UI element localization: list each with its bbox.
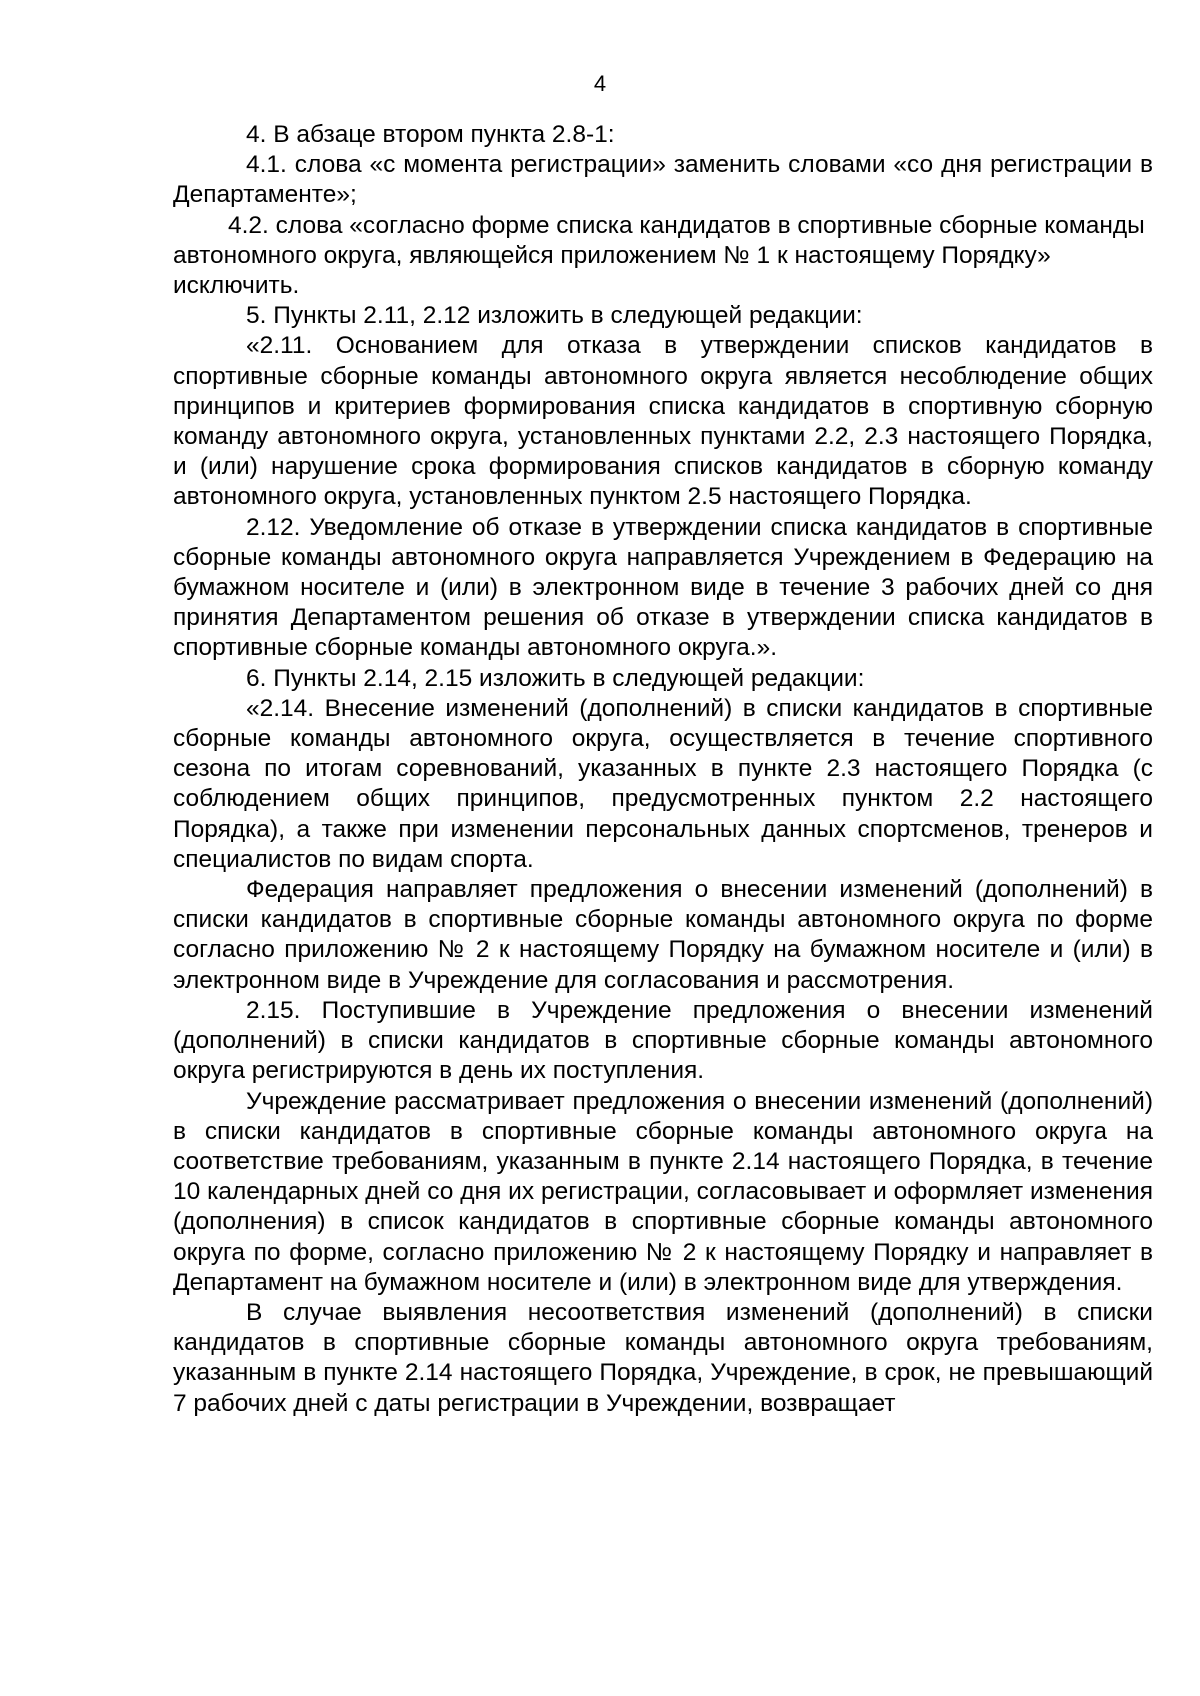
paragraph-6: 6. Пункты 2.14, 2.15 изложить в следующей редакции: xyxy=(246,664,865,692)
paragraph-4-2: 4.2. слова «согласно форме списка кандидатов в спортивные сборные команды автономного округа, являющейся приложением № 1 к настоящему Порядку» исключить. xyxy=(173,211,1145,300)
paragraph-federation: Федерация направляет предложения о внесении изменений (дополнений) в списки кандидатов в спортивные сборные команды автономного округа по форме согласно приложению № 2 к настоящему Порядку на бумажном носителе и (или) в электронном виде в Учреждение для согласования и рассмотрения. xyxy=(173,876,1153,994)
document-body xyxy=(173,120,1153,1419)
paragraph-2-15: 2.15. Поступившие в Учреждение предложения о внесении изменений (дополнений) в списки кандидатов в спортивные сборные команды автономного округа регистрируются в день их поступления. xyxy=(173,996,1153,1085)
page-number: 4 xyxy=(593,71,607,96)
paragraph-4: 4. В абзаце втором пункта 2.8-1: xyxy=(246,121,615,148)
paragraph-nonconformity: В случае выявления несоответствия изменений (дополнений) в списки кандидатов в спортивные сборные команды автономного округа требованиям, указанным в пункте 2.14 настоящего Порядка, Учреждение, в срок, не превышающий 7 рабочих дней с даты регистрации в Учреждении, возвращает xyxy=(173,1298,1153,1417)
paragraph-2-14: «2.14. Внесение изменений (дополнений) в списки кандидатов в спортивные сборные команды автономного округа, осуществляется в течение спортивного сезона по итогам соревнований, указанных в пункте 2.3 настоящего Порядка (с соблюдением общих принципов, предусмотренных пунктом 2.2 настоящего Порядка), а также при изменении персональных данных спортсменов, тренеров и специалистов по видам спорта. xyxy=(173,694,1153,873)
paragraph-5: 5. Пункты 2.11, 2.12 изложить в следующей редакции: xyxy=(246,302,863,330)
paragraph-2-12: 2.12. Уведомление об отказе в утверждении списка кандидатов в спортивные сборные команды автономного округа направляется Учреждением в Федерацию на бумажном носителе и (или) в электронном виде в течение 3 рабочих дней со дня принятия Департаментом решения об отказе в утверждении списка кандидатов в спортивные сборные команды автономного округа.». xyxy=(173,513,1153,662)
paragraph-2-11: «2.11. Основанием для отказа в утверждении списков кандидатов в спортивные сборные команды автономного округа является несоблюдение общих принципов и критериев формирования списка кандидатов в спортивную сборную команду автономного округа, установленных пунктами 2.2, 2.3 настоящего Порядка, и (или) нарушение срока формирования списков кандидатов в сборную команду автономного округа, установленных пунктом 2.5 настоящего Порядка. xyxy=(173,332,1153,511)
paragraph-4-1: 4.1. слова «с момента регистрации» заменить словами «со дня регистрации в Департаменте»; xyxy=(173,151,1153,209)
paragraph-institution-review: Учреждение рассматривает предложения о внесении изменений (дополнений) в списки кандидатов в спортивные сборные команды автономного округа на соответствие требованиям, указанным в пункте 2.14 настоящего Порядка, в течение 10 календарных дней со дня их регистрации, согласовывает и оформляет изменения (дополнения) в список кандидатов в спортивные сборные команды автономного округа по форме, согласно приложению № 2 к настоящему Порядку и направляет в Департамент на бумажном носителе и (или) в электронном виде для утверждения. xyxy=(173,1087,1153,1296)
